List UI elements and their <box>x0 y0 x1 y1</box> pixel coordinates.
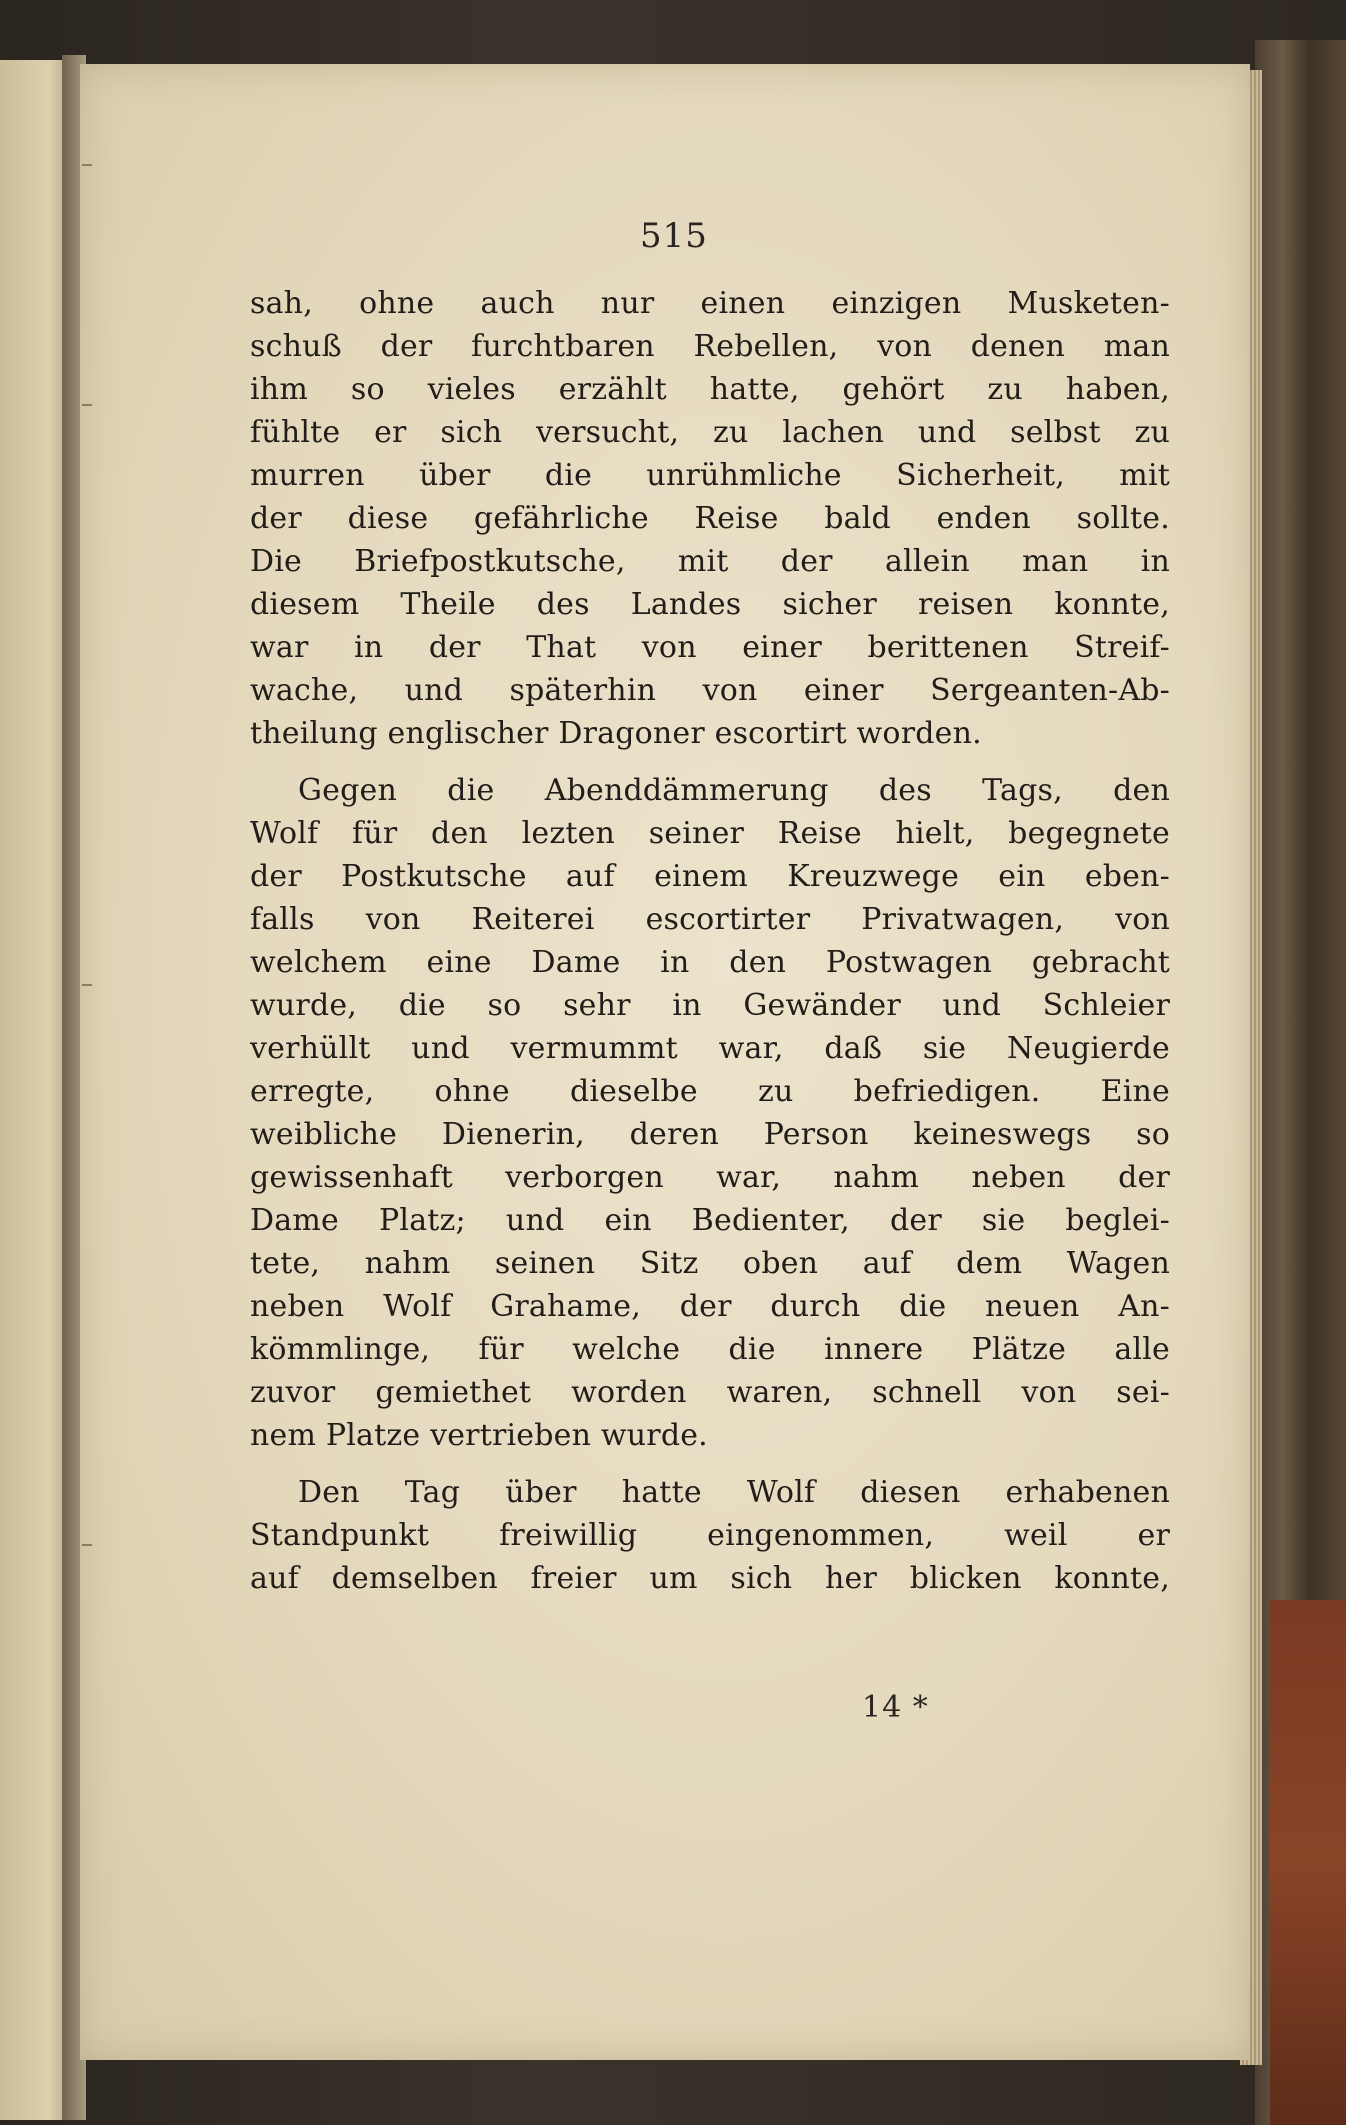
text-line: weibliche Dienerin, deren Person keineswegs so <box>250 1117 1170 1152</box>
body-text <box>250 282 1170 1600</box>
text-line: Dame Platz; und ein Bedienter, der sie beglei- <box>250 1203 1170 1238</box>
text-line: gewissenhaft verborgen war, nahm neben der <box>250 1160 1170 1195</box>
paragraph-gap <box>250 1457 1170 1471</box>
text-line: diesem Theile des Landes sicher reisen konnte, <box>250 587 1170 622</box>
text-line: theilung englischer Dragoner escortirt worden. <box>250 716 982 751</box>
book-page <box>80 64 1250 2060</box>
margin-mark <box>82 984 92 986</box>
page-number: 515 <box>640 216 708 256</box>
text-line: Wolf für den lezten seiner Reise hielt, begegnete <box>250 816 1170 851</box>
text-line: erregte, ohne dieselbe zu befriedigen. Eine <box>250 1074 1170 1109</box>
margin-mark <box>82 164 92 166</box>
text-line: falls von Reiterei escortirter Privatwagen, von <box>250 902 1170 937</box>
text-line: war in der That von einer berittenen Streif- <box>250 630 1170 665</box>
text-line: kömmlinge, für welche die innere Plätze alle <box>250 1332 1170 1367</box>
text-line: nem Platze vertrieben wurde. <box>250 1418 708 1453</box>
text-line: murren über die unrühmliche Sicherheit, mit <box>250 458 1170 493</box>
signature-mark: 14 * <box>862 1690 929 1725</box>
text-line: Den Tag über hatte Wolf diesen erhabenen <box>298 1475 1170 1510</box>
text-line: wurde, die so sehr in Gewänder und Schleier <box>250 988 1170 1023</box>
margin-mark <box>82 1544 92 1546</box>
margin-mark <box>82 404 92 406</box>
text-line: verhüllt und vermummt war, daß sie Neugierde <box>250 1031 1170 1066</box>
text-line: tete, nahm seinen Sitz oben auf dem Wagen <box>250 1246 1170 1281</box>
text-line: auf demselben freier um sich her blicken konnte, <box>250 1561 1170 1596</box>
text-line: schuß der furchtbaren Rebellen, von denen man <box>250 329 1170 364</box>
paragraph-1 <box>250 282 1170 755</box>
text-line: Standpunkt freiwillig eingenommen, weil er <box>250 1518 1170 1553</box>
previous-page-edge <box>0 60 70 2120</box>
leather-corner <box>1270 1600 1346 2125</box>
text-line: der Postkutsche auf einem Kreuzwege ein eben- <box>250 859 1170 894</box>
paragraph-3 <box>250 1471 1170 1600</box>
text-line: zuvor gemiethet worden waren, schnell von sei- <box>250 1375 1170 1410</box>
text-line: sah, ohne auch nur einen einzigen Musketen- <box>250 286 1170 321</box>
text-line: welchem eine Dame in den Postwagen gebracht <box>250 945 1170 980</box>
text-line: ihm so vieles erzählt hatte, gehört zu haben, <box>250 372 1170 407</box>
text-line: der diese gefährliche Reise bald enden sollte. <box>250 501 1170 536</box>
text-line: Gegen die Abenddämmerung des Tags, den <box>298 773 1170 808</box>
paragraph-2 <box>250 769 1170 1457</box>
text-line: Die Briefpostkutsche, mit der allein man in <box>250 544 1170 579</box>
text-line: wache, und späterhin von einer Sergeanten-Ab- <box>250 673 1170 708</box>
text-line: neben Wolf Grahame, der durch die neuen An- <box>250 1289 1170 1324</box>
text-line: fühlte er sich versucht, zu lachen und selbst zu <box>250 415 1170 450</box>
paragraph-gap <box>250 755 1170 769</box>
